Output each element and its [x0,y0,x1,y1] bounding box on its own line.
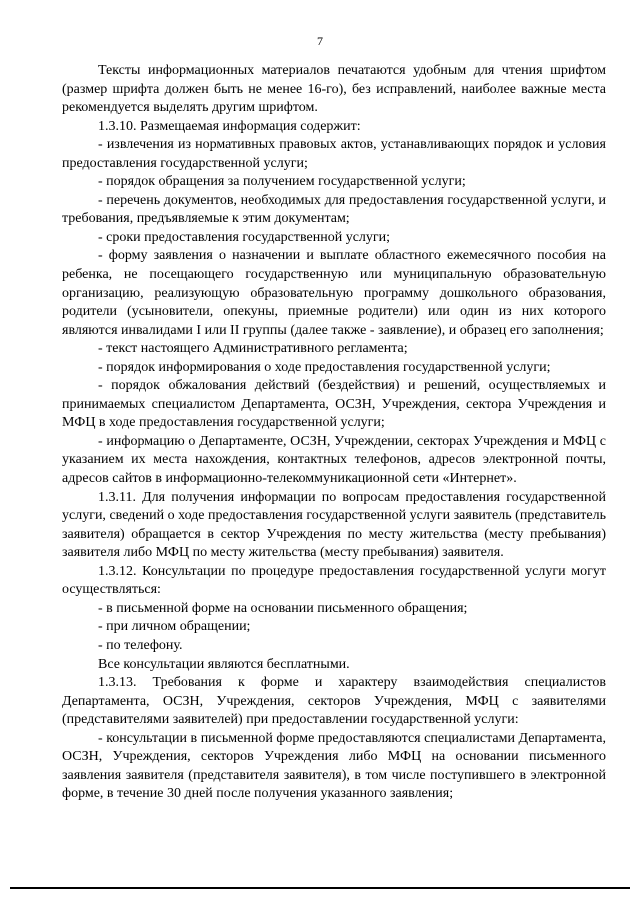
list-item-appeal-procedure: - порядок обжалования действий (бездействия) и решений, осуществляемых и принимаемых специалистом Департамента, ОСЗН, Учреждения, сектора Учреждения и МФЦ в ходе предоставления государственной услуги; [62,378,606,431]
list-item-written-form: - в письменной форме на основании письменного обращения; [98,600,468,616]
list-item-by-phone: - по телефону. [98,637,183,653]
clause-1-3-10-heading: 1.3.10. Размещаемая информация содержит: [98,118,361,134]
list-item-service-terms: - сроки предоставления государственной услуги; [98,229,391,245]
bottom-divider-line [10,887,630,889]
list-item-regulation-text: - текст настоящего Административного регламента; [98,341,408,357]
list-item-application-procedure: - порядок обращения за получением государственной услуги; [98,174,466,190]
clause-1-3-11: 1.3.11. Для получения информации по вопросам предоставления государственной услуги, сведений о ходе предоставления государственной услуги заявитель (представитель заявителя) обращается в сектор Учреждения по месту жительства (месту пребывания) заявителя либо МФЦ по месту жительства (месту пребывания) заявителя. [62,489,606,561]
paragraph-info-materials-font: Тексты информационных материалов печатаются удобным для чтения шрифтом (размер шрифта должен быть не менее 16-го), без исправлений, наиболее важные места рекомендуется выделять другим шрифтом. [62,63,606,116]
list-item-application-form: - форму заявления о назначении и выплате областного ежемесячного пособия на ребенка, не посещающего государственную или муниципальную образовательную организацию, реализующую образовательную программу дошкольного образования, родители (усыновители, опекуны, приемные родители) или один из них которого являются инвалидами I или II группы (далее также - заявление), и образец его заполнения; [62,248,606,338]
clause-1-3-12: 1.3.12. Консультации по процедуре предоставления государственной услуги могут осуществляться: [62,563,606,598]
list-item-in-person: - при личном обращении; [98,619,251,635]
paragraph-free-consultations: Все консультации являются бесплатными. [98,656,350,672]
list-item-documents-list: - перечень документов, необходимых для предоставления государственной услуги, и требования, предъявляемые к этим документам; [62,192,606,227]
clause-1-3-13: 1.3.13. Требования к форме и характеру взаимодействия специалистов Департамента, ОСЗН, Учреждения, секторов Учреждения, МФЦ с заявителями (представителями заявителей) при предоставлении государственной услуги: [62,675,606,728]
document-body [62,62,606,804]
list-item-contact-information: - информацию о Департаменте, ОСЗН, Учреждении, секторах Учреждения и МФЦ с указанием их места нахождения, контактных телефонов, адресов электронной почты, адресов сайтов в информационно-телекоммуникационной сети «Интернет». [62,433,606,487]
list-item-legal-extracts: - извлечения из нормативных правовых актов, устанавливающих порядок и условия предоставления государственной услуги; [62,137,606,171]
page-number: 7 [317,34,323,48]
list-item-written-consultations: - консультации в письменной форме предоставляются специалистами Департамента, ОСЗН, Учреждения, секторов Учреждения либо МФЦ на основании письменного заявления заявителя (представителя заявителя), в том числе поступившего в электронной форме, в течение 30 дней после получения указанного заявления; [62,730,606,802]
list-item-informing-procedure: - порядок информирования о ходе предоставления государственной услуги; [98,359,551,375]
